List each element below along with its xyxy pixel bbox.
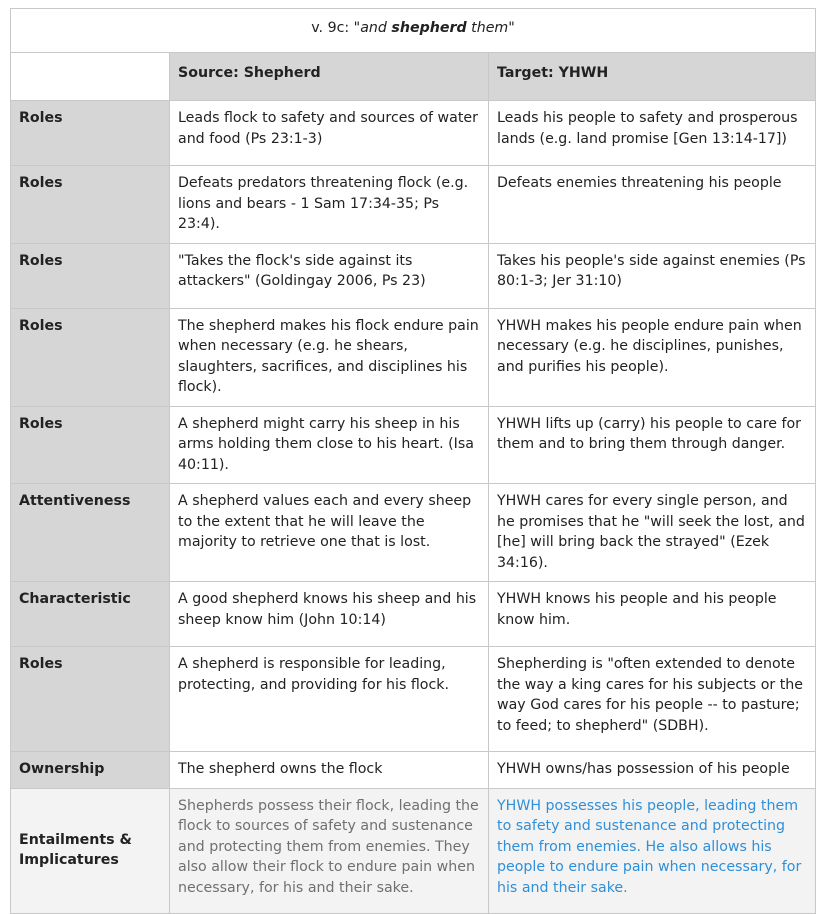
source-cell: The shepherd makes his flock endure pain when necessary (e.g. he shears, slaughters, sacrifices, and disciplines his flock).	[170, 308, 489, 406]
row-label: Roles	[11, 101, 170, 166]
source-cell: A shepherd might carry his sheep in his arms holding them close to his heart. (Isa 40:11).	[170, 406, 489, 484]
target-cell: YHWH knows his people and his people know him.	[489, 582, 816, 647]
header-source: Source: Shepherd	[170, 53, 489, 101]
table-row	[11, 243, 816, 308]
target-cell: Defeats enemies threatening his people	[489, 166, 816, 244]
source-cell: Leads flock to safety and sources of water and food (Ps 23:1-3)	[170, 101, 489, 166]
table-row	[11, 101, 816, 166]
source-cell: A shepherd is responsible for leading, protecting, and providing for his flock.	[170, 647, 489, 752]
title-suffix: "	[508, 20, 515, 36]
row-label: Ownership	[11, 752, 170, 789]
entailments-label: Entailments & Implicatures	[11, 788, 170, 913]
table-row	[11, 752, 816, 789]
table-row	[11, 582, 816, 647]
table-row	[11, 647, 816, 752]
title-prefix: v. 9c: "	[311, 20, 361, 36]
header-label-cell	[11, 53, 170, 101]
title-em-before: and	[360, 20, 392, 36]
entailments-row	[11, 788, 816, 913]
title-strong: shepherd	[391, 20, 467, 36]
title-row	[11, 9, 816, 53]
header-row	[11, 53, 816, 101]
source-cell: A shepherd values each and every sheep to the extent that he will leave the majority to retrieve one that is lost.	[170, 484, 489, 582]
entailments-source: Shepherds possess their flock, leading the flock to sources of safety and sustenance and protecting them from enemies. They also allow their flock to endure pain when necessary, for his and their sake.	[170, 788, 489, 913]
target-cell: Leads his people to safety and prosperous lands (e.g. land promise [Gen 13:14-17])	[489, 101, 816, 166]
table-row	[11, 484, 816, 582]
target-cell: Takes his people's side against enemies (Ps 80:1-3; Jer 31:10)	[489, 243, 816, 308]
row-label: Roles	[11, 308, 170, 406]
table-row	[11, 308, 816, 406]
target-cell: Shepherding is "often extended to denote the way a king cares for his subjects or the way God cares for his people -- to pasture; to feed; to shepherd" (SDBH).	[489, 647, 816, 752]
source-cell: The shepherd owns the flock	[170, 752, 489, 789]
table-title	[11, 9, 816, 53]
row-label: Roles	[11, 406, 170, 484]
row-label: Roles	[11, 647, 170, 752]
source-cell: Defeats predators threatening flock (e.g. lions and bears - 1 Sam 17:34-35; Ps 23:4).	[170, 166, 489, 244]
header-target: Target: YHWH	[489, 53, 816, 101]
target-cell: YHWH owns/has possession of his people	[489, 752, 816, 789]
target-cell: YHWH cares for every single person, and he promises that he "will seek the lost, and [he] will bring back the strayed" (Ezek 34:16).	[489, 484, 816, 582]
entailments-target: YHWH possesses his people, leading them to safety and sustenance and protecting them from enemies. He also allows his people to endure pain when necessary, for his and their sake.	[489, 788, 816, 913]
table-row	[11, 166, 816, 244]
source-cell: "Takes the flock's side against its attackers" (Goldingay 2006, Ps 23)	[170, 243, 489, 308]
target-cell: YHWH lifts up (carry) his people to care for them and to bring them through danger.	[489, 406, 816, 484]
source-cell: A good shepherd knows his sheep and his sheep know him (John 10:14)	[170, 582, 489, 647]
metaphor-mapping-table	[10, 8, 816, 914]
row-label: Attentiveness	[11, 484, 170, 582]
row-label: Roles	[11, 243, 170, 308]
row-label: Characteristic	[11, 582, 170, 647]
title-em-after: them	[466, 20, 509, 36]
table-row	[11, 406, 816, 484]
row-label: Roles	[11, 166, 170, 244]
target-cell: YHWH makes his people endure pain when necessary (e.g. he disciplines, punishes, and purifies his people).	[489, 308, 816, 406]
